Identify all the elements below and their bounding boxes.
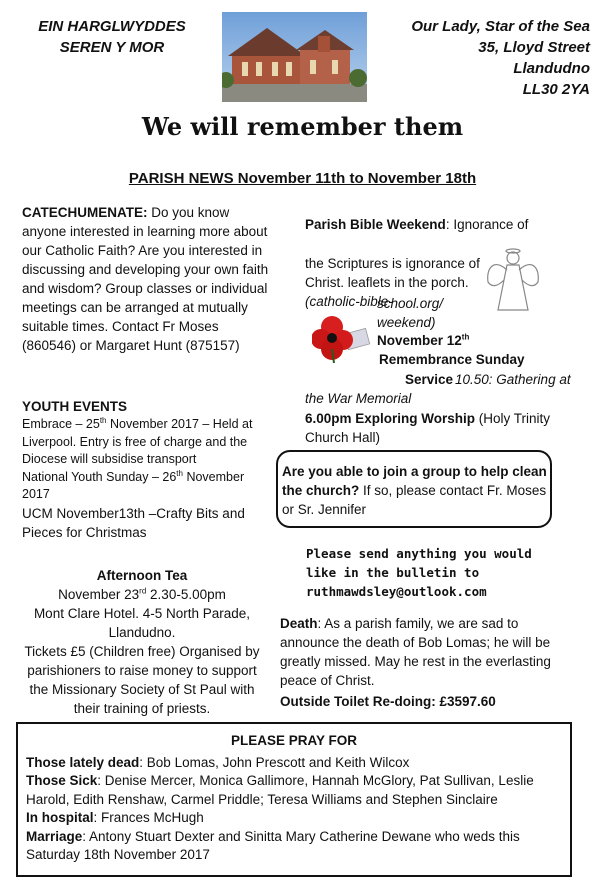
toilet-fund: Outside Toilet Re-doing: £3597.60: [280, 694, 496, 709]
address-line-2: 35, Lloyd Street: [478, 39, 590, 56]
address-line-1: Our Lady, Star of the Sea: [411, 18, 590, 35]
prayer-box: [16, 722, 572, 877]
remembrance-date: November 12th: [377, 332, 470, 348]
catechumenate-body: Do you know anyone interested in learning more about our Catholic Faith? Are you interested in discussing and developing your own faith and wisdom? Group classes or individual meetings can be arranged at mutually suitable times. Contact Fr Moses (860546) or Margaret Hunt (875157): [22, 205, 269, 353]
youth-events-heading: YOUTH EVENTS: [22, 399, 128, 414]
welsh-line-2: SEREN Y MOR: [59, 39, 165, 56]
death-heading: Death: [280, 616, 318, 631]
prayer-marriage: Marriage: Antony Stuart Dexter and Sinitta Mary Catherine Dewane who weds this Saturday 18th November 2017: [26, 828, 520, 862]
catechumenate-heading: CATECHUMENATE:: [22, 205, 148, 220]
parish-address: [390, 16, 590, 100]
cleaning-question: Are you able to join a group to help clean the church?: [282, 464, 547, 498]
address-line-4: LL30 2YA: [522, 81, 590, 98]
cleaning-volunteers-box: [276, 450, 552, 528]
afternoon-tea-venue: Mont Clare Hotel. 4-5 North Parade, Llandudno.: [33, 606, 251, 640]
youth-events-section: [22, 397, 272, 542]
remembrance-gathering: 10.50: Gathering at the War Memorial: [305, 372, 571, 406]
welsh-line-1: EIN HARGLWYDDES: [38, 18, 186, 35]
prayer-hospital: In hospital: Frances McHugh: [26, 810, 204, 825]
bible-weekend-line: Parish Bible Weekend: Ignorance of: [305, 217, 529, 232]
catechumenate-section: [22, 203, 270, 355]
remembrance-block: [377, 331, 577, 369]
prayer-sick: Those Sick: Denise Mercer, Monica Gallimore, Hannah McGlory, Pat Sullivan, Leslie Harold, Edith Renshaw, Carmel Priddle; Teresa Williams and Stephen Sinclaire: [26, 773, 534, 807]
bulletin-submission-note: Please send anything you would like in the bulletin to ruthmawdsley@outlook.com: [306, 546, 532, 599]
worship-time: 6.00pm Exploring Worship: [305, 411, 476, 426]
bible-weekend-body: the Scriptures is ignorance of Christ. leaflets in the porch. (catholic-bible-: [305, 256, 480, 309]
page-title: We will remember them: [141, 112, 464, 141]
prayer-heading: PLEASE PRAY FOR: [230, 733, 358, 748]
parish-news-heading: PARISH NEWS November 11th to November 18th: [128, 170, 477, 187]
embrace-event: Embrace – 25th November 2017 – Held at Liverpool. Entry is free of charge and the Diocese will subsidise transport: [22, 415, 253, 466]
prayer-lately-dead: Those lately dead: Bob Lomas, John Prescott and Keith Wilcox: [26, 754, 410, 770]
bible-link-part-1: (catholic-bible-: [305, 294, 393, 309]
death-notice: Death: As a parish family, we are sad to announce the death of Bob Lomas; he will be greatly missed. May he rest in the everlasting peace of Christ.: [280, 616, 551, 688]
ucm-event: UCM November13th –Crafty Bits and Pieces for Christmas: [22, 505, 245, 540]
poppy-icon: [312, 313, 372, 363]
afternoon-tea-tickets: Tickets £5 (Children free) Organised by parishioners to raise money to support the Missionary Society of St Paul with their training of priests.: [24, 644, 260, 716]
address-line-3: Llandudno: [513, 60, 590, 77]
remembrance-sunday: Remembrance Sunday: [379, 352, 525, 367]
bible-weekend-heading: Parish Bible Weekend: [305, 217, 446, 232]
bible-link-part-2: school.org/ weekend): [377, 296, 444, 330]
afternoon-tea-heading: Afternoon Tea: [96, 568, 188, 583]
angel-icon: [484, 248, 542, 314]
church-photo: [222, 12, 367, 102]
remembrance-service: Service: [405, 372, 454, 387]
cleaning-contact: If so, please contact Fr. Moses or Sr. Jennifer: [282, 483, 547, 517]
afternoon-tea-section: [22, 566, 262, 718]
national-youth-sunday: National Youth Sunday – 26th November 2017: [22, 468, 245, 501]
exploring-worship: 6.00pm Exploring Worship (Holy Trinity Church Hall): [305, 411, 551, 445]
welsh-parish-name: [22, 16, 202, 58]
afternoon-tea-date: November 23rd 2.30-5.00pm: [58, 586, 226, 602]
